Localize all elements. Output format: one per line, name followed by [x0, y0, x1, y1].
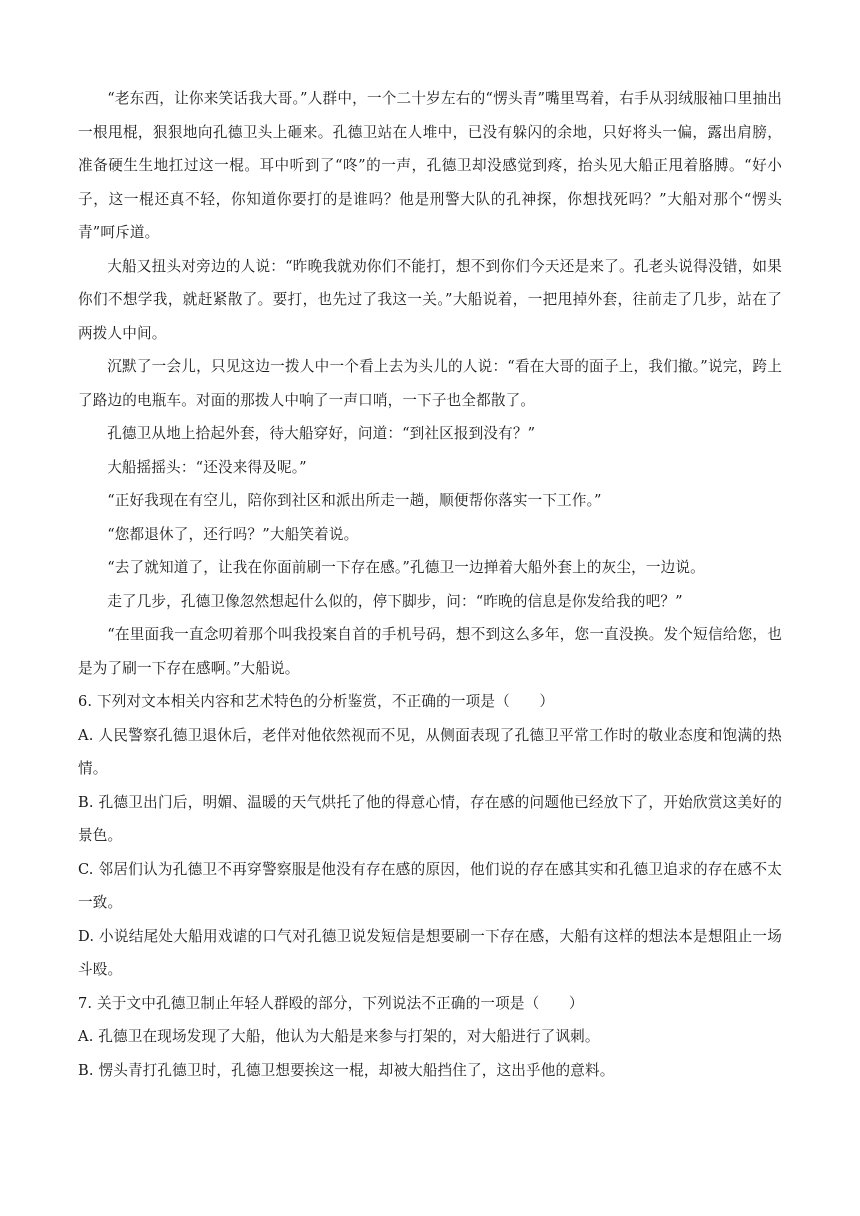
passage-paragraph: 大船又扭头对旁边的人说：“昨晚我就劝你们不能打，想不到你们今天还是来了。孔老头说得没错，如果你们不想学我，就赶紧散了。要打，也先过了我这一关。”大船说着，一把甩掉外套，往前走了几步，站在了两拨人中间。 [78, 257, 782, 342]
passage-paragraph: “在里面我一直念叨着那个叫我投案自首的手机号码，想不到这么多年，您一直没换。发个短信给您，也是为了刷一下存在感啊。”大船说。 [78, 626, 782, 677]
question-7-option-a: A. 孔德卫在现场发现了大船，他认为大船是来参与打架的，对大船进行了讽刺。 [78, 1028, 600, 1045]
question-6-option-d: D. 小说结尾处大船用戏谑的口气对孔德卫说发短信是想要刷一下存在感，大船有这样的想法本是想阻止一场斗殴。 [78, 927, 782, 978]
passage-paragraph: 大船摇摇头：“还没来得及呢。” [107, 458, 307, 476]
passage-paragraph: “老东西，让你来笑话我大哥。”人群中，一个二十岁左右的“愣头青”嘴里骂着，右手从羽绒服袖口里抽出一根甩棍，狠狠地向孔德卫头上砸来。孔德卫站在人堆中，已没有躲闪的余地，只好将头一偏，露出肩膀，准备硬生生地扛过这一棍。耳中听到了“咚”的一声，孔德卫却没感觉到疼，抬头见大船正甩着胳膊。“好小子，这一棍还真不轻，你知道你要打的是谁吗？他是刑警大队的孔神探，你想找死吗？”大船对那个“愣头青”呵斥道。 [78, 90, 782, 241]
passage-paragraph: “正好我现在有空儿，陪你到社区和派出所走一趟，顺便帮你落实一下工作。” [107, 492, 602, 509]
passage-paragraph: 孔德卫从地上拾起外套，待大船穿好，问道：“到社区报到没有？” [107, 425, 536, 442]
question-6-option-b: B. 孔德卫出门后，明媚、温暖的天气烘托了他的得意心情，存在感的问题他已经放下了，开始欣赏这美好的景色。 [78, 793, 782, 844]
passage-paragraph: “您都退休了，还行吗？”大船笑着说。 [107, 525, 359, 543]
question-6-stem: 6. 下列对文本相关内容和艺术特色的分析鉴赏，不正确的一项是（ ） [78, 693, 555, 710]
passage-paragraph: 走了几步，孔德卫像忽然想起什么似的，停下脚步，问：“昨晚的信息是你发给我的吧？” [107, 592, 683, 610]
passage-paragraph: 沉默了一会儿，只见这边一拨人中一个看上去为头儿的人说：“看在大哥的面子上，我们撤。”说完，跨上了路边的电瓶车。对面的那拨人中响了一声口哨，一下子也全都散了。 [78, 358, 782, 409]
question-7-option-b: B. 愣头青打孔德卫时，孔德卫想要挨这一棍，却被大船挡住了，这出乎他的意料。 [78, 1061, 615, 1079]
passage-paragraph: “去了就知道了，让我在你面前刷一下存在感。”孔德卫一边掸着大船外套上的灰尘，一边说。 [107, 559, 705, 576]
questions-section [78, 685, 782, 1087]
question-6-option-a: A. 人民警察孔德卫退休后，老伴对他依然视而不见，从侧面表现了孔德卫平常工作时的敬业态度和饱满的热情。 [78, 726, 782, 777]
story-passage [78, 82, 782, 685]
question-7-stem: 7. 关于文中孔德卫制止年轻人群殴的部分，下列说法不正确的一项是（ ） [78, 994, 584, 1012]
question-6-option-c: C. 邻居们认为孔德卫不再穿警察服是他没有存在感的原因，他们说的存在感其实和孔德卫追求的存在感不太一致。 [78, 860, 782, 911]
